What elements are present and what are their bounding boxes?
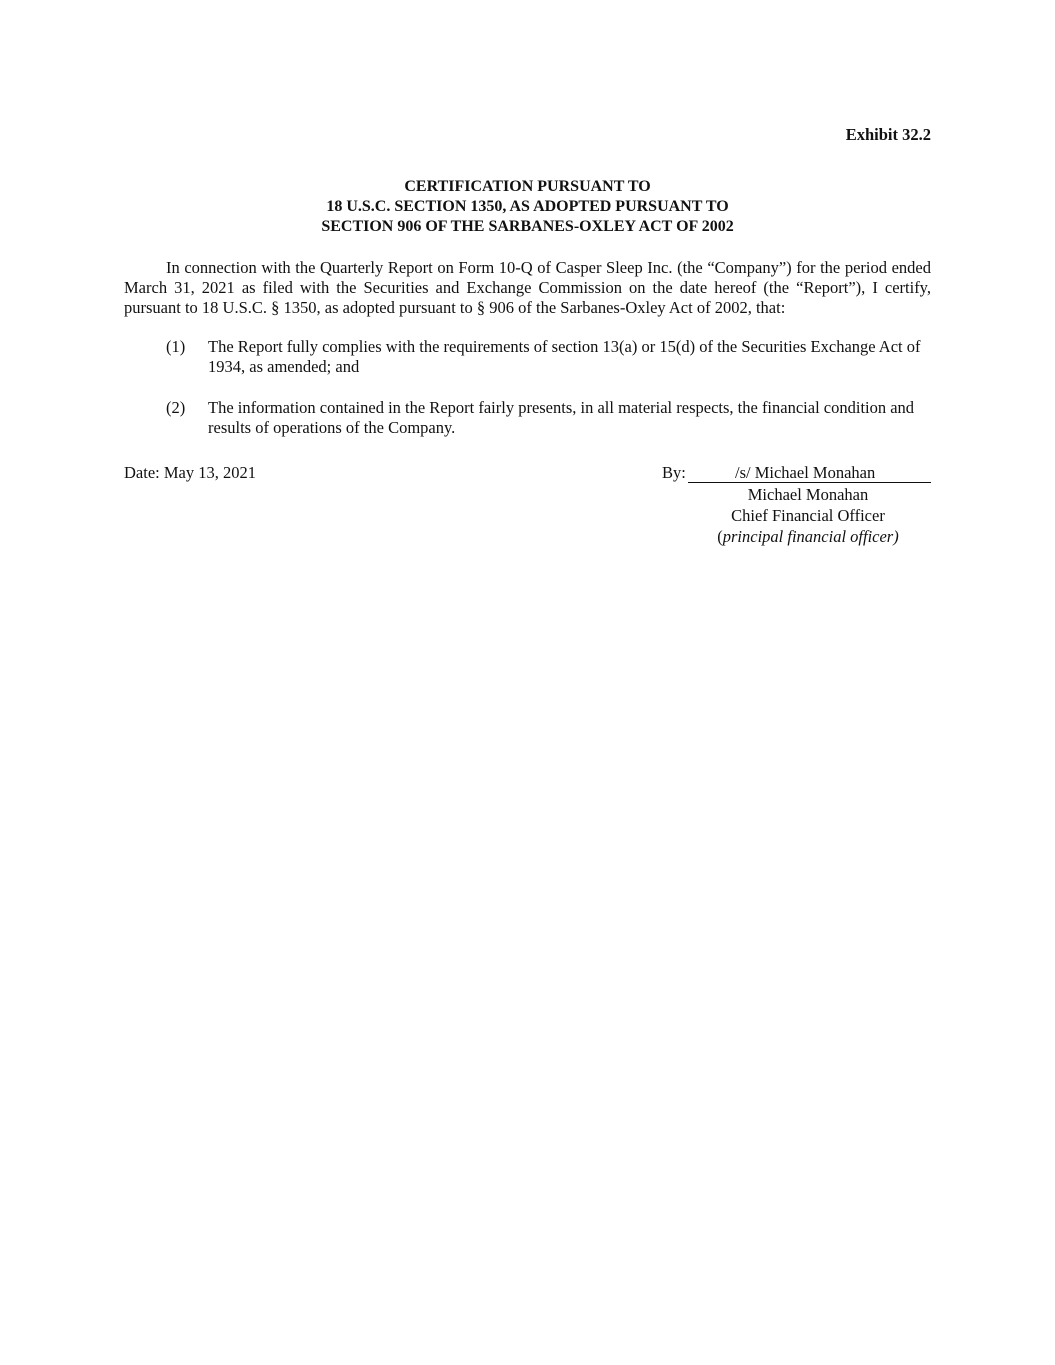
item-text: The Report fully complies with the requirements of section 13(a) or 15(d) of the Securities Exchange Act of 1934, as amended; and (208, 337, 921, 376)
by-label: By: (662, 463, 686, 482)
signature-block (662, 463, 931, 546)
item-number: (2) (166, 398, 186, 417)
signatory-name: Michael Monahan (747, 485, 869, 504)
signatory-role-paren: ( (717, 527, 723, 546)
signature-row (662, 463, 931, 484)
signatory-details (678, 484, 938, 547)
signatory-role (678, 526, 938, 547)
item-number: (1) (166, 337, 186, 356)
certification-title (124, 177, 931, 237)
signature-date: Date: May 13, 2021 (124, 463, 256, 482)
intro-paragraph: In connection with the Quarterly Report on Form 10-Q of Casper Sleep Inc. (the “Company”) for the period ended March 31, 2021 as filed with the Securities and Exchange Commission on the date hereof (the “Report”), I certify, pursuant to 18 U.S.C. § 1350, as adopted pursuant to § 906 of the Sarbanes-Oxley Act of 2002, that: (124, 258, 931, 317)
signature-line (688, 463, 931, 483)
title-line-2: 18 U.S.C. SECTION 1350, AS ADOPTED PURSUANT TO (326, 198, 729, 215)
title-line-3: SECTION 906 OF THE SARBANES-OXLEY ACT OF 2002 (321, 218, 734, 235)
signature-text: /s/ Michael Monahan (735, 463, 876, 482)
title-line-1: CERTIFICATION PURSUANT TO (404, 178, 651, 195)
signatory-role-text: principal financial officer) (722, 527, 899, 546)
exhibit-label: Exhibit 32.2 (845, 125, 931, 144)
item-text: The information contained in the Report fairly presents, in all material respects, the financial condition and results of operations of the Company. (208, 398, 915, 437)
signatory-title: Chief Financial Officer (731, 506, 885, 525)
